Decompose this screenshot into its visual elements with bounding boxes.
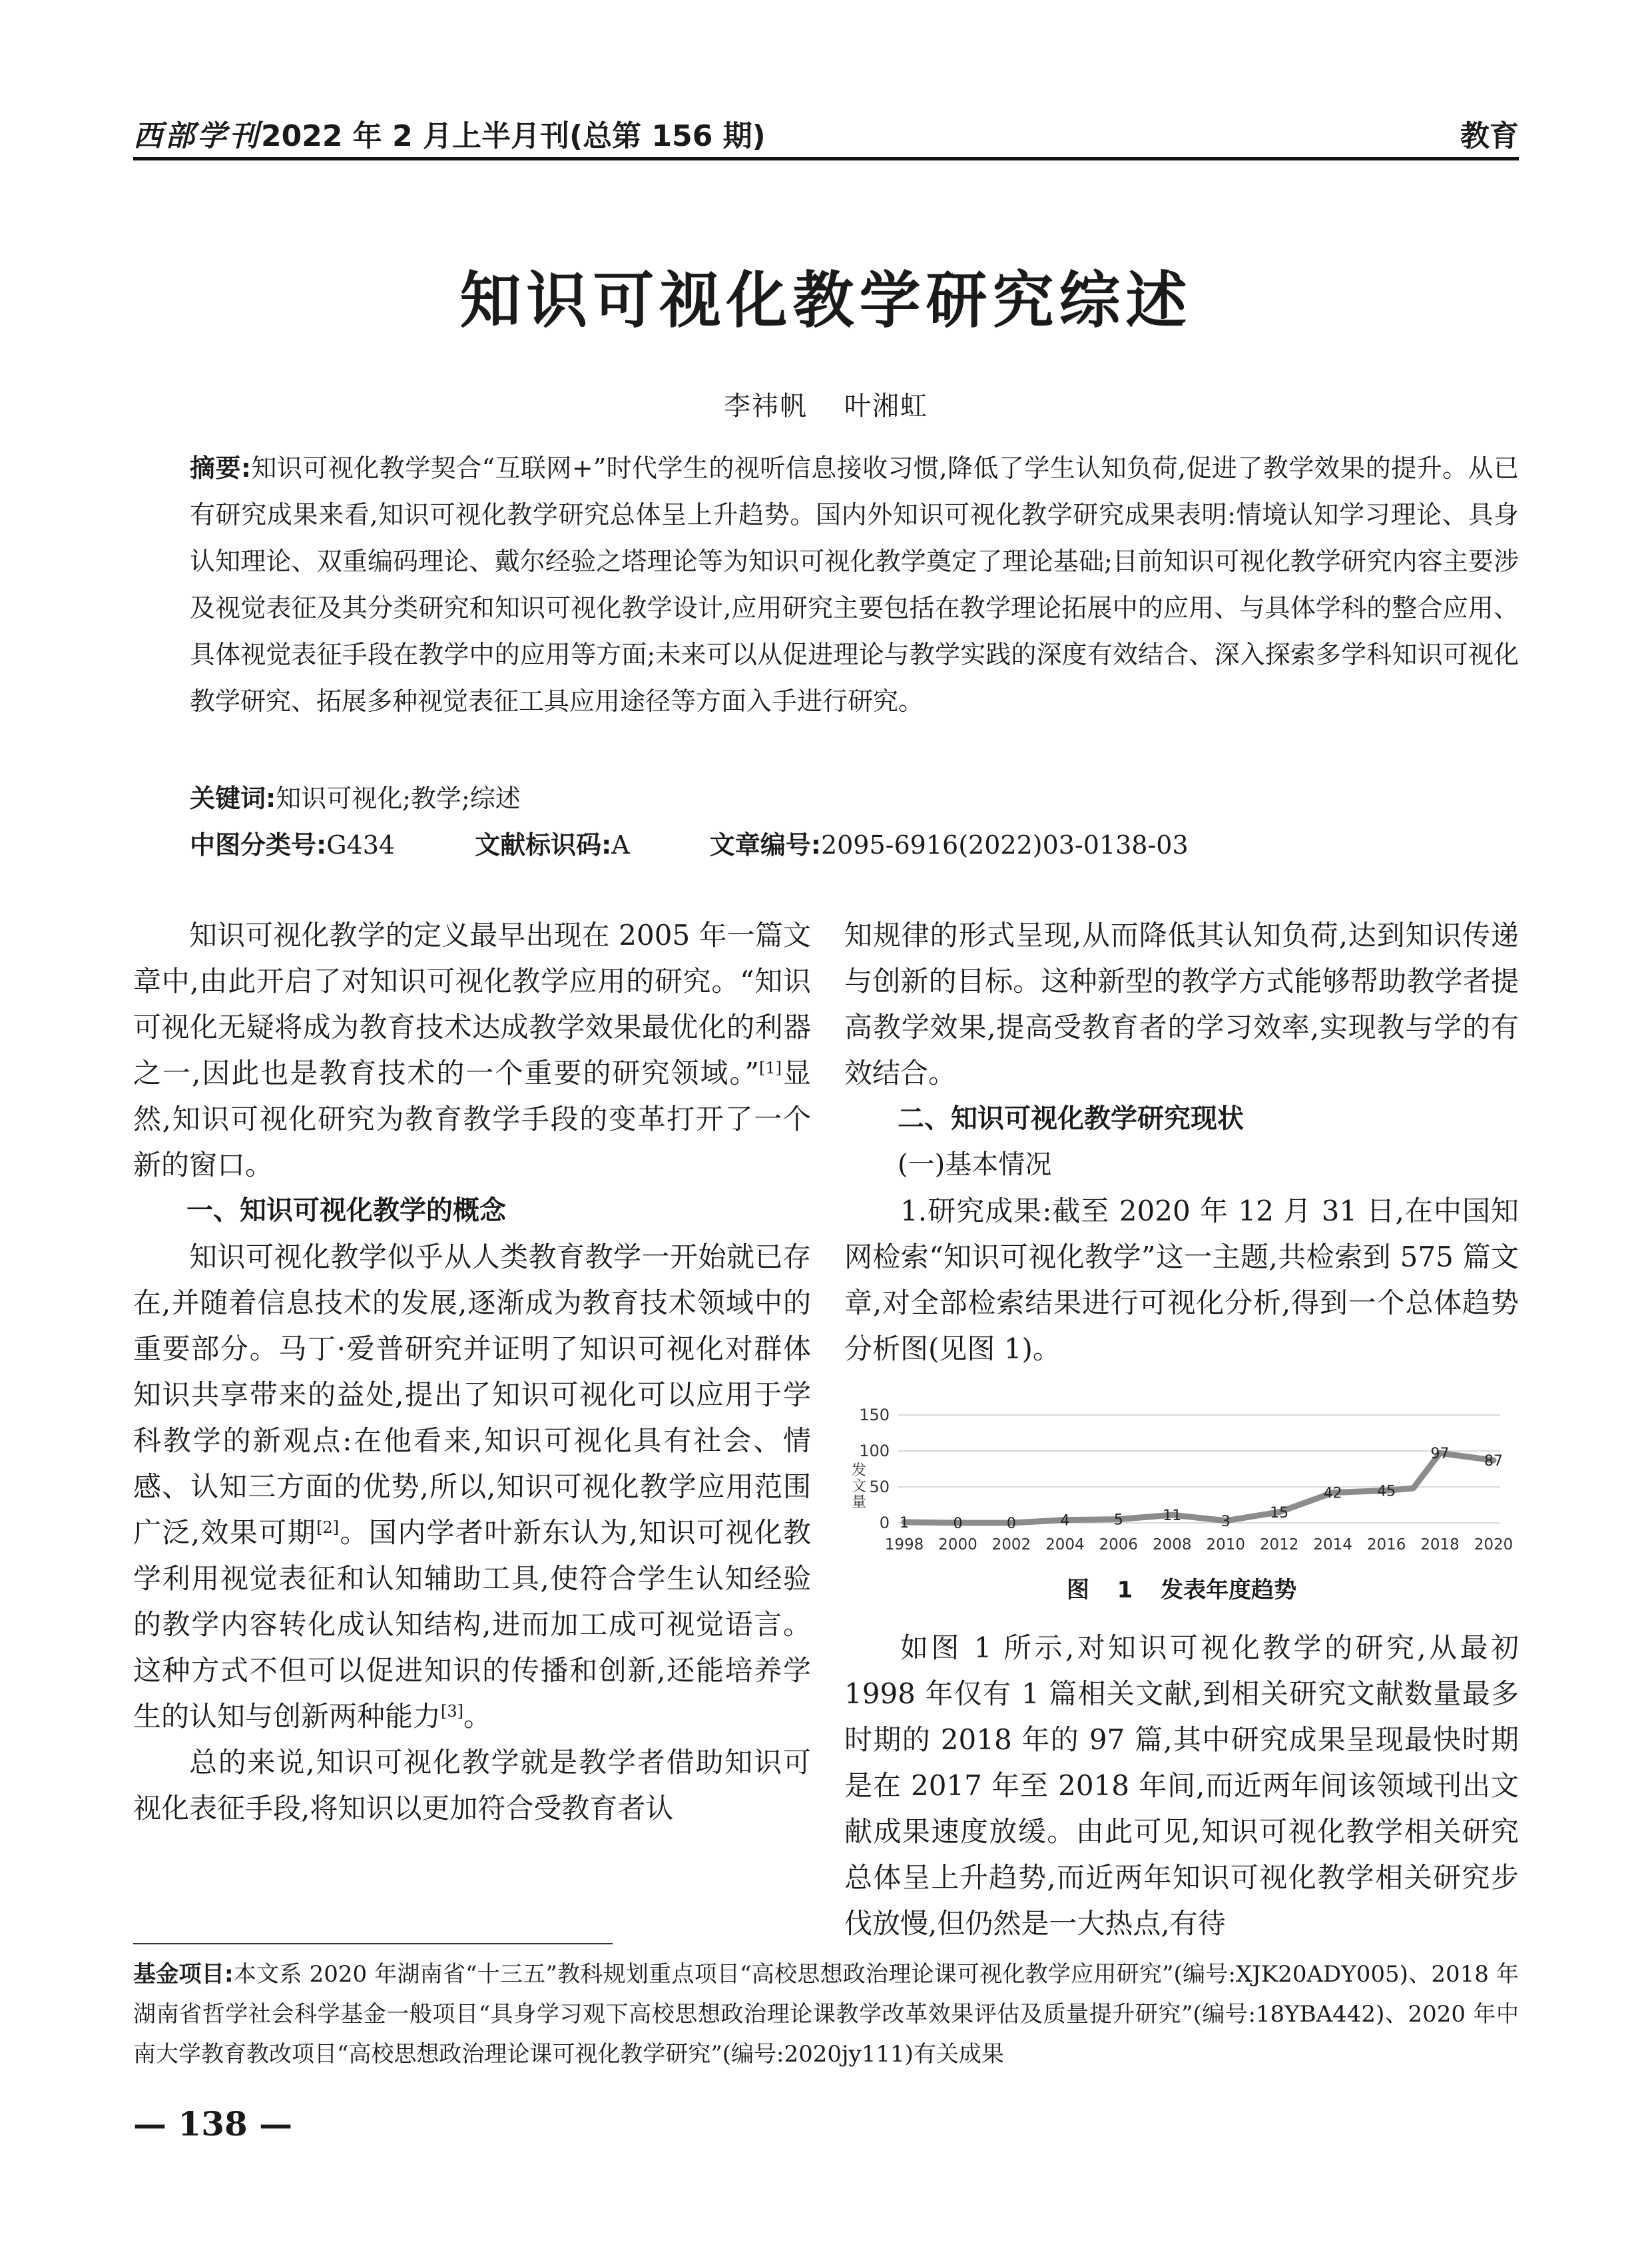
keywords-text: 知识可视化;教学;综述 <box>276 784 521 813</box>
y-axis-label-char: 发 <box>851 1462 867 1479</box>
subsection-heading: (一)基本情况 <box>898 1149 1052 1180</box>
paragraph-concept: 知识可视化教学似乎从人类教育教学一开始就已存在,并随着信息技术的发展,逐渐成为教育技术领域中的重要部分。马丁·爱普研究并证明了知识可视化对群体知识共享带来的益处,提出了知识可视化可以应用于学科教学的新观点:在他看来,知识可视化具有社会、情感、认知三方面的优势,所以,知识可视化教学应用范围广泛,效果可期[2]。国内学者叶新东认为,知识可视化教学利用视觉表征和认知辅助工具,使符合学生认知经验的教学内容转化成认知结构,进而加工成可视觉语言。这种方式不但可以促进知识的传播和创新,还能培养学生的认知与创新两种能力[3]。 <box>133 1241 811 1733</box>
data-label: 87 <box>1484 1453 1503 1470</box>
x-tick-label: 2008 <box>1152 1536 1192 1553</box>
trend-chart <box>844 1395 1519 1565</box>
body-column-left <box>133 912 811 1831</box>
paragraph-research-results: 1.研究成果:截至 2020 年 12 月 31 日,在中国知网检索“知识可视化教学”这一主题,共检索到 575 篇文章,对全部检索结果进行可视化分析,得到一个总体趋势分析图(见图 1)。 <box>844 1195 1519 1365</box>
paragraph-intro: 知识可视化教学的定义最早出现在 2005 年一篇文章中,由此开启了对知识可视化教学应用的研究。“知识可视化无疑将成为教育技术达成教学效果最优化的利器之一,因此也是教育技术的一个重要的研究领域。”[1]显然,知识可视化研究为教育教学手段的变革打开了一个新的窗口。 <box>133 919 811 1181</box>
section-label: 教育 <box>1460 119 1519 153</box>
body-column-right-bottom <box>844 1625 1519 1946</box>
x-tick-label: 2016 <box>1366 1536 1406 1553</box>
x-tick-label: 2012 <box>1259 1536 1299 1553</box>
figure-title: 发表年度趋势 <box>1161 1577 1297 1603</box>
section-heading-2: 二、知识可视化教学研究现状 <box>898 1103 1244 1134</box>
clc-value: G434 <box>326 830 396 860</box>
header-rule <box>133 157 1519 160</box>
data-label: 0 <box>1006 1516 1016 1532</box>
classification-line <box>190 824 1189 861</box>
data-label: 97 <box>1430 1446 1450 1463</box>
data-label: 0 <box>953 1516 963 1532</box>
journal-masthead: 西部学刊 <box>133 119 261 153</box>
chart-x-ticks <box>885 1536 1514 1553</box>
body-column-right-top <box>844 912 1519 1372</box>
journal-issue: 2022 年 2 月上半月刊(总第 156 期) <box>261 119 766 153</box>
data-label: 11 <box>1163 1508 1182 1525</box>
x-tick-label: 2004 <box>1045 1536 1085 1553</box>
paragraph-summary: 总的来说,知识可视化教学就是教学者借助知识可视化表征手段,将知识以更加符合受教育者认 <box>133 1746 811 1824</box>
figure-number: 图 1 <box>1066 1577 1133 1603</box>
journal-header <box>133 112 766 154</box>
chart-series-line <box>904 1453 1494 1523</box>
x-tick-label: 2014 <box>1313 1536 1352 1553</box>
abstract-text: 知识可视化教学契合“互联网+”时代学生的视听信息接收习惯,降低了学生认知负荷,促进了教学效果的提升。从已有研究成果来看,知识可视化教学研究总体呈上升趋势。国内外知识可视化教学研究成果表明:情境认知学习理论、具身认知理论、双重编码理论、戴尔经验之塔理论等为知识可视化教学奠定了理论基础;目前知识可视化教学研究内容主要涉及视觉表征及其分类研究和知识可视化教学设计,应用研究主要包括在教学理论拓展中的应用、与具体学科的整合应用、具体视觉表征手段在教学中的应用等方面;未来可以从促进理论与教学实践的深度有效结合、深入探索多学科知识可视化教学研究、拓展多种视觉表征工具应用途径等方面入手进行研究。 <box>190 453 1519 716</box>
paragraph-summary-continued: 知规律的形式呈现,从而降低其认知负荷,达到知识传递与创新的目标。这种新型的教学方式能够帮助教学者提高教学效果,提高受教育者的学习效率,实现教与学的有效结合。 <box>844 919 1519 1089</box>
clc-label: 中图分类号: <box>190 830 327 860</box>
y-axis-label-char: 文 <box>851 1478 867 1495</box>
chart-gridlines <box>898 1415 1500 1523</box>
keywords-label: 关键词: <box>190 784 276 813</box>
doc-code-value: A <box>611 830 630 860</box>
citation-2: [2] <box>316 1518 340 1537</box>
figure-caption <box>844 1571 1519 1604</box>
data-label: 5 <box>1113 1512 1123 1529</box>
citation-1: [1] <box>758 1059 782 1077</box>
y-tick-label: 150 <box>859 1406 890 1424</box>
abstract-label: 摘要: <box>190 453 252 483</box>
y-tick-label: 50 <box>869 1478 890 1496</box>
footnote-rule <box>133 1943 613 1944</box>
data-label: 1 <box>900 1514 909 1532</box>
keywords <box>190 778 521 814</box>
citation-3: [3] <box>441 1702 464 1721</box>
funding-footnote <box>133 1954 1519 2074</box>
x-tick-label: 2000 <box>938 1536 977 1553</box>
chart-y-axis-label <box>852 1462 866 1511</box>
data-label: 45 <box>1377 1483 1396 1500</box>
x-tick-label: 2018 <box>1420 1536 1460 1553</box>
funding-label: 基金项目: <box>133 1961 234 1988</box>
x-tick-label: 2020 <box>1474 1536 1514 1553</box>
data-label: 3 <box>1221 1513 1231 1530</box>
section-heading-1: 一、知识可视化教学的概念 <box>186 1195 506 1226</box>
data-label: 4 <box>1060 1512 1070 1530</box>
x-tick-label: 1998 <box>884 1536 924 1553</box>
x-tick-label: 2010 <box>1206 1536 1246 1553</box>
doc-code-label: 文献标识码: <box>475 830 612 860</box>
x-tick-label: 2006 <box>1099 1536 1139 1553</box>
paragraph-trend-analysis: 如图 1 所示,对知识可视化教学的研究,从最初 1998 年仅有 1 篇相关文献,到相关研究文献数量最多时期的 2018 年的 97 篇,其中研究成果呈现最快时期是在 2017 年至 2018 年间,而近两年间该领域刊出文献成果速度放缓。由此可见,知识可视化教学相关研究总体呈上升趋势,而近两年知识可视化教学相关研究步伐放慢,但仍然是一大热点,有待 <box>844 1631 1519 1940</box>
data-label: 42 <box>1323 1485 1342 1502</box>
y-tick-label: 100 <box>859 1442 890 1460</box>
x-tick-label: 2002 <box>991 1536 1031 1553</box>
y-tick-label: 0 <box>879 1514 890 1532</box>
article-title: 知识可视化教学研究综述 <box>459 265 1193 336</box>
abstract <box>190 445 1519 724</box>
page-number: — 138 — <box>133 2104 293 2143</box>
article-number-label: 文章编号: <box>709 830 821 860</box>
funding-text: 本文系 2020 年湖南省“十三五”教科规划重点项目“高校思想政治理论课可视化教学应用研究”(编号:XJK20ADY005)、2018 年湖南省哲学社会科学基金一般项目“具身学习观下高校思想政治理论课教学改革效果评估及质量提升研究”(编号:18YBA442)、2020 年中南大学教育教改项目“高校思想政治理论课可视化教学研究”(编号:2020jy111)有关成果 <box>133 1961 1519 2068</box>
article-authors: 李祎帆 叶湘虹 <box>724 391 928 421</box>
data-label: 15 <box>1270 1504 1289 1522</box>
article-number-value: 2095-6916(2022)03-0138-03 <box>820 830 1189 860</box>
y-axis-label-char: 量 <box>851 1494 867 1511</box>
